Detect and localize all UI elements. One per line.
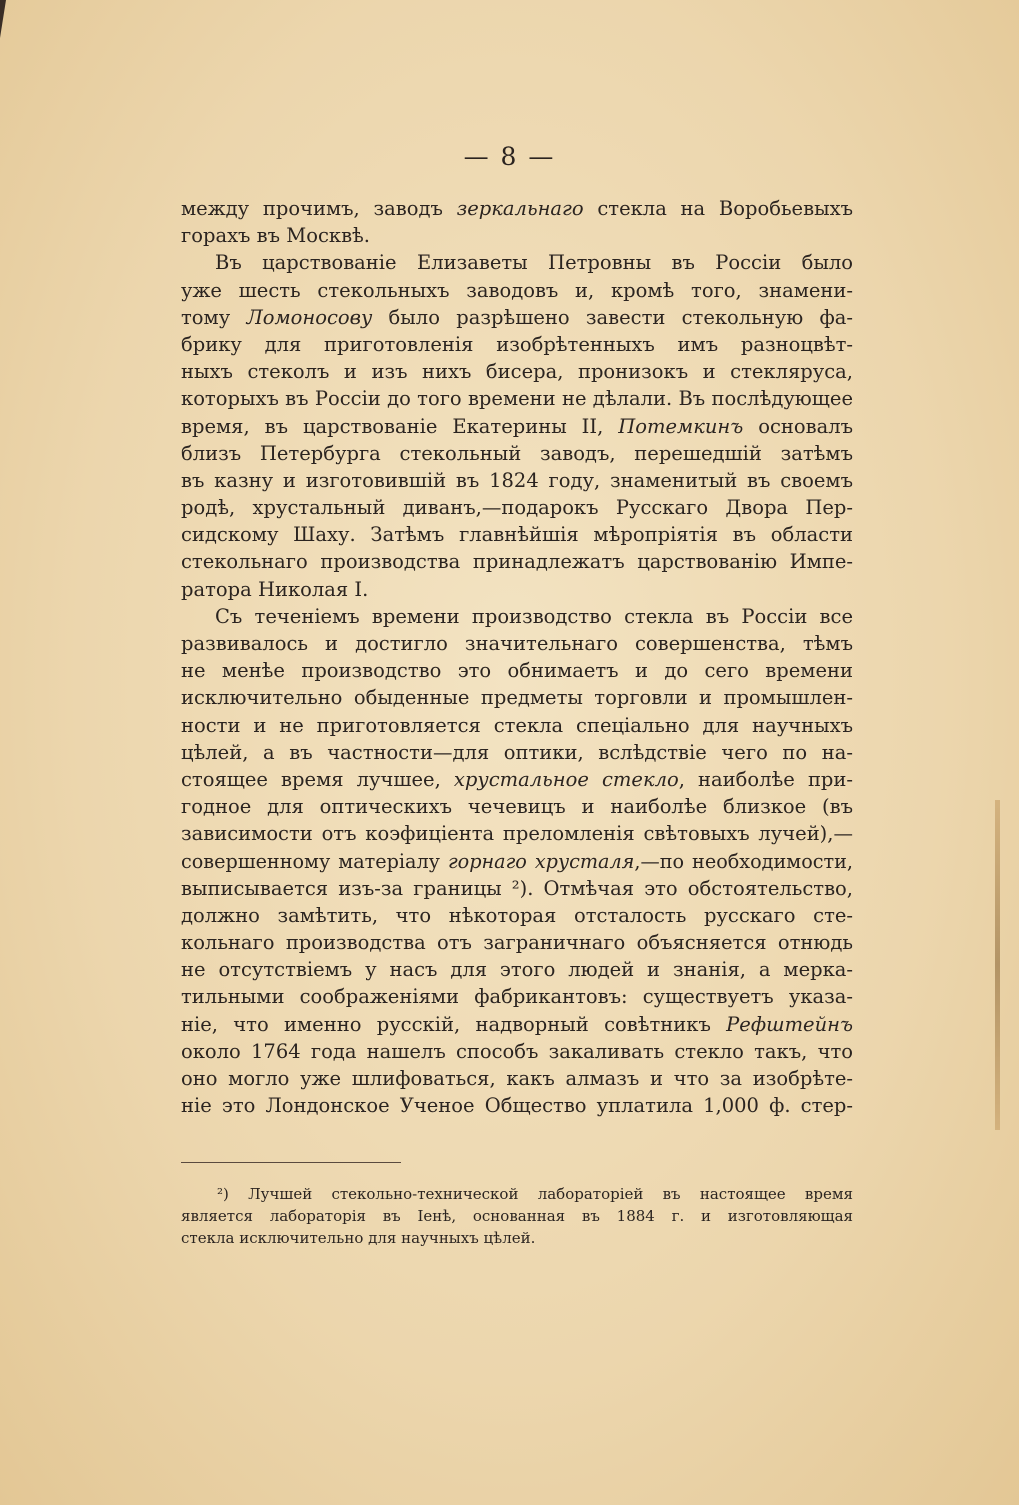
paragraph-start-line: Съ теченіемъ времени производство стекла въ Россіи все <box>215 604 853 628</box>
text-line: брику для приготовленія изобрѣтенныхъ имъ разноцвѣт- <box>181 332 853 356</box>
text-line: родѣ, хрустальный диванъ,—подарокъ Русскаго Двора Пер- <box>181 496 853 520</box>
text-line: которыхъ въ Россіи до того времени не дѣлали. Въ послѣдующее <box>181 387 853 411</box>
text-line: ніе, что именно русскій, надворный совѣтникъ Рефштейнъ <box>181 1012 853 1036</box>
text-line: уже шесть стекольныхъ заводовъ и, кромѣ того, знамени- <box>181 278 853 302</box>
text-line: кольнаго производства отъ заграничнаго объясняется отнюдь <box>181 931 853 955</box>
footnote-line: является лабораторія въ Іенѣ, основанная въ 1884 г. и изготовляющая <box>181 1207 853 1225</box>
text-line: должно замѣтить, что нѣкоторая отсталость русскаго сте- <box>181 903 853 927</box>
text-line: близъ Петербурга стекольный заводъ, перешедшій затѣмъ <box>181 441 853 465</box>
text-line: сидскому Шаху. Затѣмъ главнѣйшія мѣропріятія въ области <box>181 523 853 547</box>
text-line: горахъ въ Москвѣ. <box>181 224 371 248</box>
body-text <box>181 195 853 1119</box>
page-number: — 8 — <box>463 142 556 171</box>
text-line: цѣлей, а въ частности—для оптики, вслѣдствіе чего по на- <box>181 740 853 764</box>
text-line: около 1764 года нашелъ способъ закаливать стекло такъ, что <box>181 1039 853 1063</box>
italic-name: Ломоносову <box>246 305 373 329</box>
text-line: ніе это Лондонское Ученое Общество уплатила 1,000 ф. стер- <box>181 1094 853 1118</box>
text-line: между прочимъ, заводъ зеркальнаго стекла на Воробьевыхъ <box>181 197 854 220</box>
text-line: развивалось и достигло значительнаго совершенства, тѣмъ <box>181 632 853 655</box>
text-line: не менѣе производство это обнимаетъ и до сего времени <box>181 659 853 683</box>
text-line: тому Ломоносову было разрѣшено завести стекольную фа- <box>181 305 853 329</box>
italic-term: зеркальнаго <box>456 197 584 220</box>
text-line: ныхъ стеколъ и изъ нихъ бисера, пронизокъ и стекляруса, <box>181 360 853 384</box>
text-line: оно могло уже шлифоваться, какъ алмазъ и что за изобрѣте- <box>181 1067 853 1090</box>
text-line: тильными соображеніями фабрикантовъ: существуетъ указа- <box>181 985 853 1009</box>
text-line: стекольнаго производства принадлежатъ царствованію Импе- <box>181 550 853 574</box>
text-line: въ казну и изготовившій въ 1824 году, знаменитый въ своемъ <box>181 468 853 492</box>
italic-term: хрустальное стекло <box>453 767 679 791</box>
scan-corner-mark <box>0 0 6 38</box>
text-line: зависимости отъ коэфиціента преломленія свѣтовыхъ лучей),— <box>181 822 853 846</box>
paragraph-start-line: Въ царствованіе Елизаветы Петровны въ Россіи было <box>215 251 853 275</box>
italic-name: Потемкинъ <box>618 414 744 438</box>
scan-edge-mark <box>995 800 1000 1130</box>
text-line: исключительно обыденные предметы торговли и промышлен- <box>181 686 853 710</box>
text-line: ратора Николая I. <box>181 577 369 601</box>
text-line: выписывается изъ-за границы ²). Отмѣчая это обстоятельство, <box>181 876 853 900</box>
footnote-line: ²) Лучшей стекольно-технической лабораторіей въ настоящее время <box>217 1185 853 1203</box>
italic-name: Рефштейнъ <box>726 1012 853 1036</box>
text-line: совершенному матеріалу горнаго хрусталя,—по необходимости, <box>181 849 853 873</box>
italic-term: горнаго хрусталя <box>447 849 635 873</box>
text-line: не отсутствіемъ у насъ для этого людей и знанія, а мерка- <box>181 958 853 982</box>
footnote-line: стекла исключительно для научныхъ цѣлей. <box>181 1229 536 1247</box>
text-line: стоящее время лучшее, хрустальное стекло, наиболѣе при- <box>181 767 854 791</box>
text-line: ности и не приготовляется стекла спеціально для научныхъ <box>181 713 853 737</box>
text-line: время, въ царствованіе Екатерины II, Потемкинъ основалъ <box>181 414 853 438</box>
text-line: годное для оптическихъ чечевицъ и наиболѣе близкое (въ <box>181 795 853 819</box>
footnote <box>181 1183 853 1249</box>
footnote-divider <box>181 1162 401 1163</box>
